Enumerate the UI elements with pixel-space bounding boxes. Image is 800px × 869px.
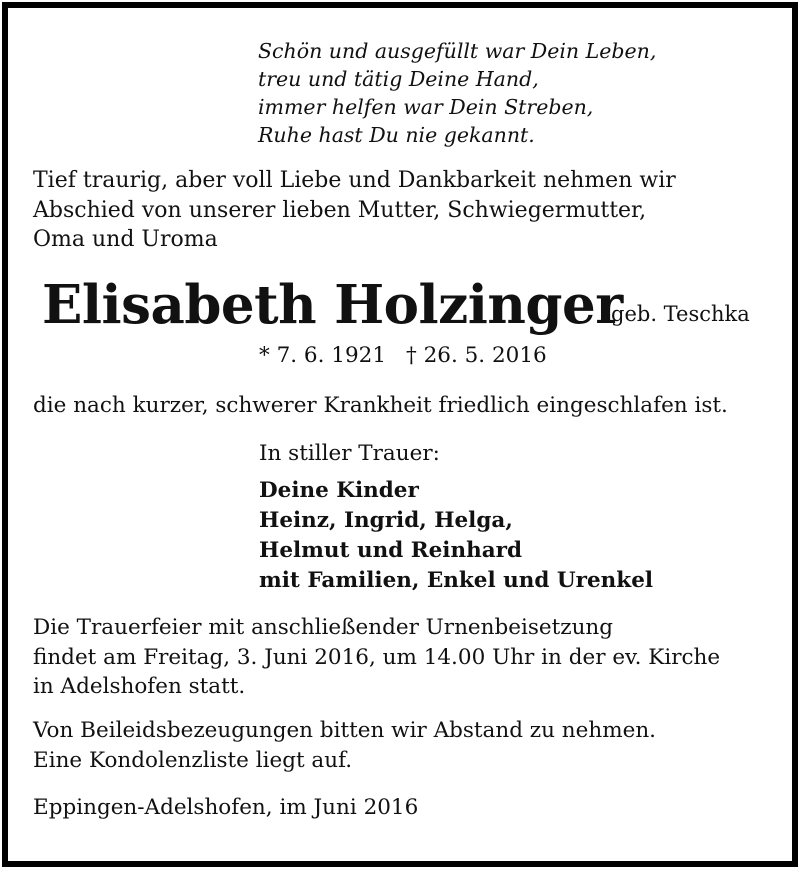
deceased-name: Elisabeth Holzinger	[42, 274, 623, 336]
mourning-label: In stiller Trauer:	[259, 441, 440, 466]
mourner-line: Heinz, Ingrid, Helga,	[259, 508, 513, 533]
ceremony-line: findet am Freitag, 3. Juni 2016, um 14.00 Uhr in der ev. Kirche	[33, 644, 721, 670]
poem	[258, 37, 656, 149]
condolence-line: Eine Kondolenzliste liegt auf.	[33, 747, 353, 773]
ceremony-line: in Adelshofen statt.	[33, 674, 246, 699]
condolence-line: Von Beileidsbezeugungen bitten wir Abstand zu nehmen.	[33, 718, 657, 743]
mourner-line: Helmut und Reinhard	[259, 538, 523, 563]
intro-line: Tief traurig, aber voll Liebe und Dankbarkeit nehmen wir	[33, 168, 676, 193]
mourner-line: mit Familien, Enkel und Urenkel	[259, 568, 654, 593]
birth-name: geb. Teschka	[611, 302, 750, 326]
poem-line: Schön und ausgefüllt war Dein Leben,	[258, 39, 657, 63]
ceremony-info	[33, 613, 720, 702]
condolence-note	[33, 716, 656, 775]
birth-date: * 7. 6. 1921	[259, 343, 386, 368]
mourners-list	[259, 476, 653, 596]
poem-line: immer helfen war Dein Streben,	[258, 95, 594, 119]
ceremony-line: Die Trauerfeier mit anschließender Urnenbeisetzung	[33, 615, 614, 640]
death-date: † 26. 5. 2016	[406, 343, 547, 368]
intro-line: Oma und Uroma	[33, 227, 218, 252]
passing-text: die nach kurzer, schwerer Krankheit friedlich eingeschlafen ist.	[33, 393, 728, 418]
poem-line: treu und tätig Deine Hand,	[258, 67, 539, 91]
intro-line: Abschied von unserer lieben Mutter, Schwiegermutter,	[33, 197, 647, 223]
poem-line: Ruhe hast Du nie gekannt.	[258, 123, 535, 147]
intro-text	[33, 166, 676, 255]
mourner-line: Deine Kinder	[259, 478, 419, 503]
place-date: Eppingen-Adelshofen, im Juni 2016	[33, 795, 419, 820]
